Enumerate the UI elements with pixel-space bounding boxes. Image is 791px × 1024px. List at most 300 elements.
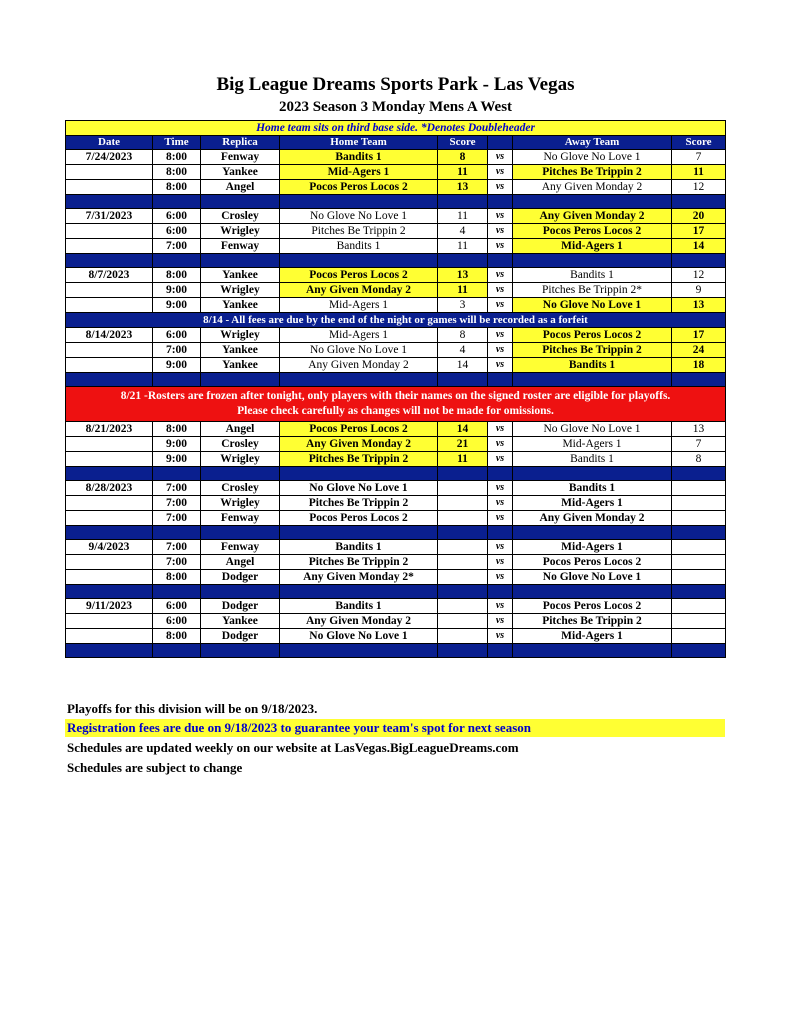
vs-label: vs (488, 239, 513, 254)
away-team: No Glove No Love 1 (513, 298, 672, 313)
game-date-empty (66, 437, 153, 452)
home-team: Pitches Be Trippin 2 (280, 224, 438, 239)
game-field: Yankee (201, 165, 280, 180)
home-score: 13 (438, 268, 488, 283)
game-date: 9/4/2023 (66, 540, 153, 555)
separator-cell (672, 585, 726, 599)
game-row (66, 511, 726, 526)
game-date-empty (66, 180, 153, 195)
game-row (66, 452, 726, 467)
game-field: Crosley (201, 437, 280, 452)
separator-cell (438, 254, 488, 268)
separator-cell (488, 373, 513, 387)
schedule-body (66, 150, 726, 658)
home-team: Any Given Monday 2 (280, 437, 438, 452)
game-row (66, 570, 726, 585)
away-score (672, 614, 726, 629)
home-team: Pitches Be Trippin 2 (280, 496, 438, 511)
game-time: 8:00 (153, 422, 201, 437)
home-score: 3 (438, 298, 488, 313)
home-team: Mid-Agers 1 (280, 298, 438, 313)
separator-cell (280, 526, 438, 540)
vs-label: vs (488, 511, 513, 526)
game-row (66, 283, 726, 298)
away-team: Bandits 1 (513, 481, 672, 496)
separator-cell (201, 644, 280, 658)
home-score (438, 511, 488, 526)
game-field: Fenway (201, 511, 280, 526)
away-score: 24 (672, 343, 726, 358)
home-team: Mid-Agers 1 (280, 328, 438, 343)
game-date-empty (66, 283, 153, 298)
game-date-empty (66, 629, 153, 644)
separator-cell (280, 467, 438, 481)
separator-cell (153, 254, 201, 268)
game-field: Yankee (201, 298, 280, 313)
home-team: Bandits 1 (280, 239, 438, 254)
home-team: No Glove No Love 1 (280, 343, 438, 358)
separator-cell (513, 467, 672, 481)
home-team: Bandits 1 (280, 540, 438, 555)
game-date-empty (66, 496, 153, 511)
separator-cell (438, 467, 488, 481)
away-team: No Glove No Love 1 (513, 150, 672, 165)
away-score: 8 (672, 452, 726, 467)
game-date-empty (66, 614, 153, 629)
home-team: Mid-Agers 1 (280, 165, 438, 180)
home-score (438, 570, 488, 585)
game-date: 8/14/2023 (66, 328, 153, 343)
separator-cell (672, 467, 726, 481)
game-time: 7:00 (153, 343, 201, 358)
game-time: 6:00 (153, 614, 201, 629)
vs-label: vs (488, 224, 513, 239)
game-row (66, 298, 726, 313)
separator-cell (153, 644, 201, 658)
separator-cell (66, 526, 153, 540)
away-score: 12 (672, 268, 726, 283)
schedule-table (65, 120, 726, 658)
home-team: Pocos Peros Locos 2 (280, 422, 438, 437)
game-field: Yankee (201, 268, 280, 283)
away-team: Pitches Be Trippin 2 (513, 614, 672, 629)
vs-label: vs (488, 180, 513, 195)
separator-cell (280, 195, 438, 209)
separator-cell (513, 585, 672, 599)
game-row (66, 150, 726, 165)
separator-cell (66, 195, 153, 209)
away-score (672, 481, 726, 496)
home-team-notice: Home team sits on third base side. *Denotes Doubleheader (66, 121, 726, 136)
away-team: Mid-Agers 1 (513, 496, 672, 511)
game-date-empty (66, 452, 153, 467)
home-score: 21 (438, 437, 488, 452)
game-field: Wrigley (201, 452, 280, 467)
game-field: Angel (201, 555, 280, 570)
away-team: Pocos Peros Locos 2 (513, 555, 672, 570)
game-time: 7:00 (153, 239, 201, 254)
header-date: Date (66, 136, 153, 150)
home-score: 4 (438, 343, 488, 358)
game-row (66, 422, 726, 437)
home-team: Any Given Monday 2 (280, 283, 438, 298)
away-team: Pitches Be Trippin 2* (513, 283, 672, 298)
home-team: Bandits 1 (280, 599, 438, 614)
separator-cell (153, 195, 201, 209)
home-score: 11 (438, 239, 488, 254)
game-field: Yankee (201, 358, 280, 373)
home-score: 11 (438, 452, 488, 467)
away-team: Pocos Peros Locos 2 (513, 224, 672, 239)
game-field: Yankee (201, 614, 280, 629)
separator-cell (438, 644, 488, 658)
game-field: Yankee (201, 343, 280, 358)
vs-label: vs (488, 614, 513, 629)
away-score: 9 (672, 283, 726, 298)
away-score (672, 496, 726, 511)
home-score (438, 614, 488, 629)
separator-cell (66, 467, 153, 481)
vs-label: vs (488, 268, 513, 283)
game-field: Crosley (201, 481, 280, 496)
vs-label: vs (488, 343, 513, 358)
vs-label: vs (488, 283, 513, 298)
home-score (438, 496, 488, 511)
home-score: 11 (438, 283, 488, 298)
game-row (66, 343, 726, 358)
game-row (66, 239, 726, 254)
away-team: Mid-Agers 1 (513, 239, 672, 254)
game-date-empty (66, 239, 153, 254)
home-score (438, 629, 488, 644)
away-score: 20 (672, 209, 726, 224)
game-date: 7/31/2023 (66, 209, 153, 224)
vs-label: vs (488, 540, 513, 555)
subject-to-change-note: Schedules are subject to change (67, 760, 243, 775)
game-date: 8/21/2023 (66, 422, 153, 437)
roster-notice-row (66, 387, 726, 422)
vs-label: vs (488, 629, 513, 644)
home-score (438, 481, 488, 496)
home-team: Pitches Be Trippin 2 (280, 452, 438, 467)
home-team: No Glove No Love 1 (280, 629, 438, 644)
game-time: 6:00 (153, 328, 201, 343)
game-row (66, 268, 726, 283)
page-title: Big League Dreams Sports Park - Las Vegas (216, 74, 575, 95)
away-score: 13 (672, 422, 726, 437)
vs-label: vs (488, 150, 513, 165)
week-separator (66, 254, 726, 268)
header-home-score: Score (438, 136, 488, 150)
game-field: Dodger (201, 599, 280, 614)
separator-cell (201, 254, 280, 268)
game-time: 9:00 (153, 452, 201, 467)
game-row (66, 614, 726, 629)
week-separator (66, 585, 726, 599)
separator-cell (488, 467, 513, 481)
separator-cell (672, 254, 726, 268)
separator-cell (488, 644, 513, 658)
game-row (66, 209, 726, 224)
separator-cell (280, 373, 438, 387)
away-score: 7 (672, 437, 726, 452)
home-team: Bandits 1 (280, 150, 438, 165)
away-score: 14 (672, 239, 726, 254)
separator-cell (66, 373, 153, 387)
page-subtitle: 2023 Season 3 Monday Mens A West (278, 99, 513, 115)
game-time: 8:00 (153, 165, 201, 180)
away-team: Pocos Peros Locos 2 (513, 599, 672, 614)
home-team: Any Given Monday 2* (280, 570, 438, 585)
separator-cell (280, 644, 438, 658)
game-time: 7:00 (153, 496, 201, 511)
home-team: No Glove No Love 1 (280, 481, 438, 496)
roster-notice (66, 387, 726, 422)
separator-cell (672, 526, 726, 540)
vs-label: vs (488, 599, 513, 614)
away-team: No Glove No Love 1 (513, 422, 672, 437)
roster-notice-line: Please check carefully as changes will not be made for omissions. (237, 405, 554, 417)
game-row (66, 481, 726, 496)
website-note: Schedules are updated weekly on our website at LasVegas.BigLeagueDreams.com (67, 740, 519, 755)
game-date: 9/11/2023 (66, 599, 153, 614)
game-date-empty (66, 570, 153, 585)
game-field: Dodger (201, 570, 280, 585)
vs-label: vs (488, 165, 513, 180)
separator-cell (66, 644, 153, 658)
game-time: 6:00 (153, 209, 201, 224)
separator-cell (153, 526, 201, 540)
away-team: Pitches Be Trippin 2 (513, 343, 672, 358)
home-score: 8 (438, 328, 488, 343)
away-score: 12 (672, 180, 726, 195)
fees-notice: 8/14 - All fees are due by the end of the night or games will be recorded as a forfeit (66, 313, 726, 328)
game-field: Dodger (201, 629, 280, 644)
fees-notice-row (66, 313, 726, 328)
header-away-score: Score (672, 136, 726, 150)
game-field: Crosley (201, 209, 280, 224)
game-field: Wrigley (201, 496, 280, 511)
game-field: Wrigley (201, 224, 280, 239)
vs-label: vs (488, 481, 513, 496)
header-away-team: Away Team (513, 136, 672, 150)
game-date-empty (66, 343, 153, 358)
vs-label: vs (488, 570, 513, 585)
away-score: 11 (672, 165, 726, 180)
away-team: Pitches Be Trippin 2 (513, 165, 672, 180)
game-time: 9:00 (153, 437, 201, 452)
header-time: Time (153, 136, 201, 150)
game-time: 6:00 (153, 224, 201, 239)
vs-label: vs (488, 555, 513, 570)
separator-cell (513, 254, 672, 268)
game-time: 8:00 (153, 180, 201, 195)
away-score (672, 555, 726, 570)
home-team: Any Given Monday 2 (280, 614, 438, 629)
away-team: Bandits 1 (513, 358, 672, 373)
game-row (66, 629, 726, 644)
away-score (672, 599, 726, 614)
vs-label: vs (488, 209, 513, 224)
home-score: 14 (438, 358, 488, 373)
game-date-empty (66, 224, 153, 239)
home-team: Pocos Peros Locos 2 (280, 511, 438, 526)
separator-cell (280, 585, 438, 599)
game-field: Wrigley (201, 328, 280, 343)
home-score: 13 (438, 180, 488, 195)
game-date-empty (66, 555, 153, 570)
game-date-empty (66, 298, 153, 313)
away-team: Bandits 1 (513, 452, 672, 467)
game-time: 8:00 (153, 629, 201, 644)
table-header-row (66, 136, 726, 150)
separator-cell (672, 644, 726, 658)
home-score: 14 (438, 422, 488, 437)
week-separator (66, 644, 726, 658)
away-team: No Glove No Love 1 (513, 570, 672, 585)
game-date: 8/7/2023 (66, 268, 153, 283)
game-field: Fenway (201, 239, 280, 254)
game-row (66, 328, 726, 343)
separator-cell (513, 195, 672, 209)
game-row (66, 555, 726, 570)
game-time: 9:00 (153, 358, 201, 373)
away-team: Any Given Monday 2 (513, 511, 672, 526)
separator-cell (672, 373, 726, 387)
vs-label: vs (488, 452, 513, 467)
game-time: 7:00 (153, 481, 201, 496)
away-team: Any Given Monday 2 (513, 209, 672, 224)
game-time: 6:00 (153, 599, 201, 614)
separator-cell (438, 526, 488, 540)
game-time: 8:00 (153, 268, 201, 283)
away-score: 17 (672, 224, 726, 239)
separator-cell (488, 195, 513, 209)
away-score (672, 540, 726, 555)
game-field: Fenway (201, 150, 280, 165)
game-row (66, 180, 726, 195)
game-date: 8/28/2023 (66, 481, 153, 496)
week-separator (66, 373, 726, 387)
separator-cell (66, 585, 153, 599)
game-time: 9:00 (153, 283, 201, 298)
game-date: 7/24/2023 (66, 150, 153, 165)
separator-cell (201, 195, 280, 209)
away-score (672, 511, 726, 526)
vs-label: vs (488, 358, 513, 373)
game-time: 8:00 (153, 150, 201, 165)
home-score (438, 540, 488, 555)
game-field: Wrigley (201, 283, 280, 298)
separator-cell (66, 254, 153, 268)
game-time: 7:00 (153, 540, 201, 555)
game-field: Angel (201, 422, 280, 437)
separator-cell (513, 373, 672, 387)
roster-notice-line: 8/21 -Rosters are frozen after tonight, only players with their names on the signed roster are eligible for playoffs. (120, 390, 671, 402)
home-team: Pitches Be Trippin 2 (280, 555, 438, 570)
vs-label: vs (488, 422, 513, 437)
separator-cell (513, 526, 672, 540)
game-row (66, 496, 726, 511)
away-score: 7 (672, 150, 726, 165)
vs-label: vs (488, 298, 513, 313)
home-score: 11 (438, 165, 488, 180)
home-score: 4 (438, 224, 488, 239)
separator-cell (153, 585, 201, 599)
separator-cell (280, 254, 438, 268)
game-field: Fenway (201, 540, 280, 555)
playoffs-note: Playoffs for this division will be on 9/18/2023. (67, 701, 318, 716)
away-team: Mid-Agers 1 (513, 540, 672, 555)
vs-label: vs (488, 496, 513, 511)
home-score (438, 599, 488, 614)
away-score: 13 (672, 298, 726, 313)
separator-cell (438, 373, 488, 387)
separator-cell (513, 644, 672, 658)
game-row (66, 358, 726, 373)
separator-cell (153, 467, 201, 481)
separator-cell (672, 195, 726, 209)
game-time: 8:00 (153, 570, 201, 585)
game-date-empty (66, 358, 153, 373)
separator-cell (153, 373, 201, 387)
game-date-empty (66, 511, 153, 526)
away-team: Pocos Peros Locos 2 (513, 328, 672, 343)
game-row (66, 224, 726, 239)
week-separator (66, 526, 726, 540)
home-team-notice-row (66, 121, 726, 136)
header-vs (488, 136, 513, 150)
game-row (66, 540, 726, 555)
game-field: Angel (201, 180, 280, 195)
game-time: 7:00 (153, 511, 201, 526)
registration-note: Registration fees are due on 9/18/2023 to guarantee your team's spot for next season (65, 719, 725, 737)
away-score (672, 570, 726, 585)
separator-cell (201, 526, 280, 540)
header-replica: Replica (201, 136, 280, 150)
home-team: No Glove No Love 1 (280, 209, 438, 224)
away-team: Any Given Monday 2 (513, 180, 672, 195)
away-team: Mid-Agers 1 (513, 437, 672, 452)
separator-cell (488, 585, 513, 599)
home-team: Any Given Monday 2 (280, 358, 438, 373)
home-score (438, 555, 488, 570)
vs-label: vs (488, 437, 513, 452)
header-home-team: Home Team (280, 136, 438, 150)
week-separator (66, 467, 726, 481)
game-date-empty (66, 165, 153, 180)
week-separator (66, 195, 726, 209)
separator-cell (201, 467, 280, 481)
game-row (66, 599, 726, 614)
away-score (672, 629, 726, 644)
separator-cell (438, 585, 488, 599)
separator-cell (201, 373, 280, 387)
game-row (66, 165, 726, 180)
home-team: Pocos Peros Locos 2 (280, 180, 438, 195)
away-score: 17 (672, 328, 726, 343)
game-time: 9:00 (153, 298, 201, 313)
away-score: 18 (672, 358, 726, 373)
home-score: 11 (438, 209, 488, 224)
separator-cell (201, 585, 280, 599)
separator-cell (488, 254, 513, 268)
game-time: 7:00 (153, 555, 201, 570)
away-team: Bandits 1 (513, 268, 672, 283)
away-team: Mid-Agers 1 (513, 629, 672, 644)
separator-cell (488, 526, 513, 540)
home-score: 8 (438, 150, 488, 165)
